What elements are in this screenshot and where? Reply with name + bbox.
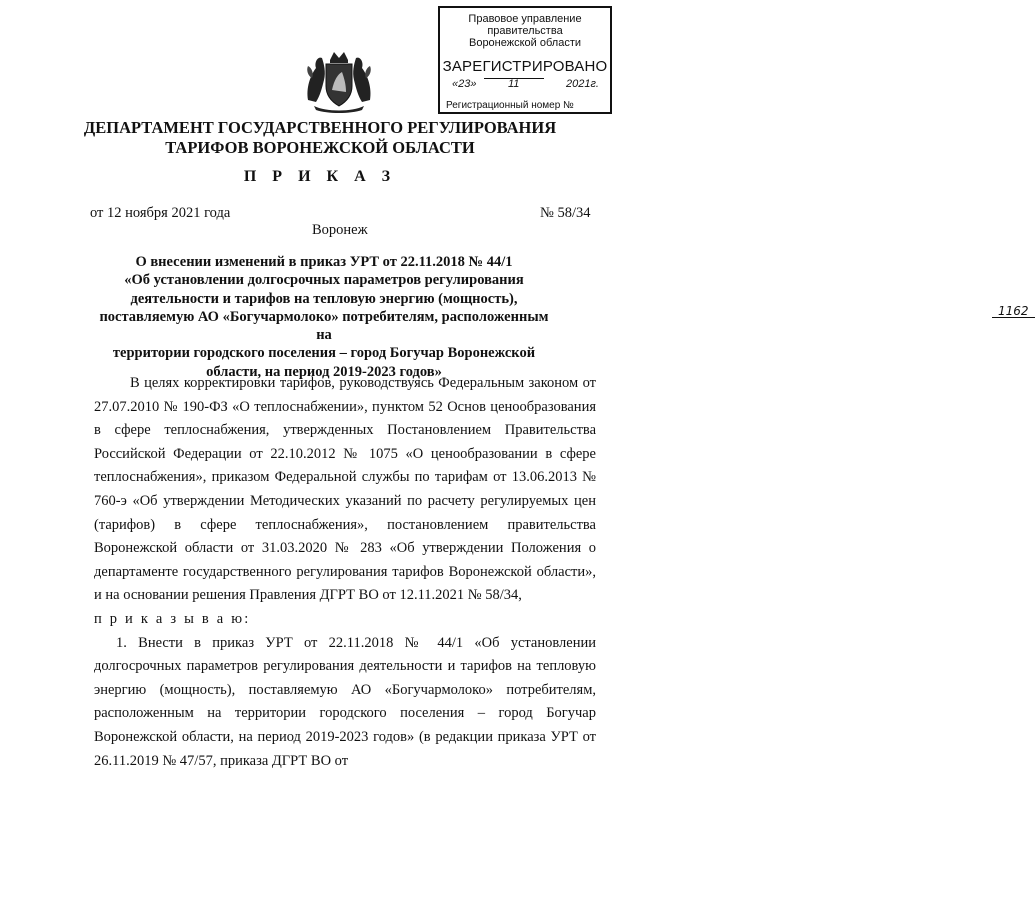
prikazyvayu-line: п р и к а з ы в а ю:	[94, 610, 251, 627]
stamp-date	[448, 78, 602, 92]
stamp-regnum-label: Регистрационный номер №	[446, 100, 574, 111]
stamp-year: 2021г.	[566, 78, 599, 90]
subject-line: «Об установлении долгосрочных параметров регулирования	[124, 272, 524, 289]
order-number: № 58/34	[540, 205, 591, 221]
preamble-paragraph: В целях корректировки тарифов, руководствуясь Федеральным законом от 27.07.2010 № 190-ФЗ «О теплоснабжении», пунктом 52 Основ ценообразования в сфере теплоснабжения, утвержденных Постановлением Правительства Российской Федерации от 22.10.2012 № 1075 «О ценообразовании в сфере теплоснабжения», приказом Федеральной службы по тарифам от 13.06.2013 № 760-э «Об утверждении Методических указаний по расчету регулируемых цен (тарифов) в сфере теплоснабжения», постановлением правительства Воронежской области от 31.03.2020 № 283 «Об утверждении Положения о департаменте государственного регулирования тарифов Воронежской области», и на основании решения Правления ДГРТ ВО от 12.11.2021 № 58/34,	[94, 375, 596, 604]
subject-line: О внесении изменений в приказ УРТ от 22.11.2018 № 44/1	[135, 254, 513, 270]
item-1-paragraph: 1. Внести в приказ УРТ от 22.11.2018 № 44/1 «Об установлении долгосрочных параметров регулирования деятельности и тарифов на тепловую энергию (мощность), поставляемую АО «Богучармолоко» потребителям, расположенным на территории городского поселения – город Богучар Воронежской области, на период 2019-2023 годов» (в редакции приказа УРТ от 26.11.2019 № 47/57, приказа ДГРТ ВО от	[94, 634, 596, 769]
order-title: П Р И К А З	[243, 168, 397, 185]
header-line2: ТАРИФОВ ВОРОНЕЖСКОЙ ОБЛАСТИ	[165, 138, 475, 157]
order-body	[94, 372, 596, 773]
header-line1: ДЕПАРТАМЕНТ ГОСУДАРСТВЕННОГО РЕГУЛИРОВАНИЯ	[83, 118, 557, 137]
order-city: Воронеж	[312, 222, 368, 238]
stamp-org-line2: Воронежской области	[468, 37, 581, 49]
stamp-org-line1: Правовое управление правительства	[468, 13, 582, 37]
stamp-month: 11	[508, 78, 520, 90]
coat-of-arms-icon	[302, 48, 376, 114]
subject-line: территории городского поселения – город Богучар Воронежской	[112, 345, 536, 362]
stamp-day: «23»	[452, 78, 477, 90]
order-subject	[96, 253, 552, 381]
subject-line: поставляемую АО «Богучармолоко» потребителям, расположенным на	[99, 308, 549, 344]
stamp-registered: ЗАРЕГИСТРИРОВАНО	[442, 58, 608, 75]
subject-line: деятельности и тарифов на тепловую энергию (мощность),	[130, 290, 518, 307]
department-header	[0, 118, 640, 158]
subject-line: области, на период 2019-2023 годов»	[206, 363, 442, 380]
order-date: от 12 ноября 2021 года	[90, 205, 231, 221]
stamp-regnum-value: 1162	[992, 305, 1035, 318]
